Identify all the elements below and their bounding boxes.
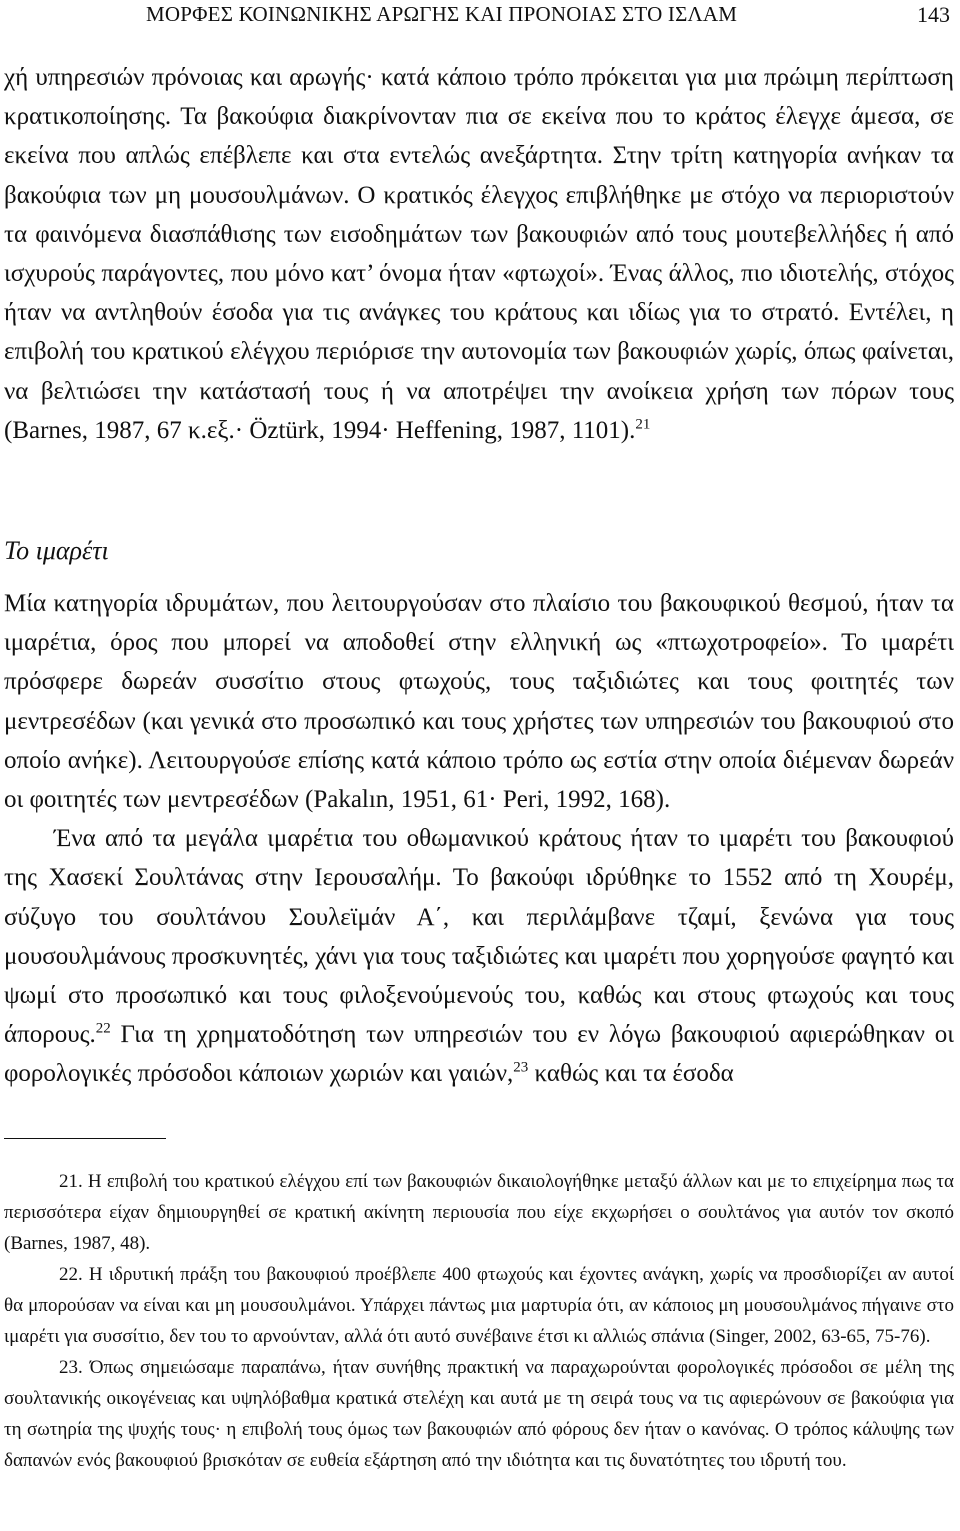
- footnote-ref-21: 21: [635, 416, 651, 433]
- body-paragraph: [4, 58, 954, 450]
- body-paragraph-text: χή υπηρεσιών πρόνοιας και αρωγής· κατά κάποιο τρόπο πρόκειται για μια πρώιμη περίπτωση κρατικοποίησης. Τα βακούφια διακρίνονταν πια σε εκείνα που το κράτος έλεγχε άμεσα, σε εκείνα που απλώς επέβλεπε και στα εντελώς ανεξάρτητα. Στην τρίτη κατηγορία ανήκαν τα βακούφια των μη μουσουλμάνων. Ο κρατικός έλεγχος επιβλήθηκε με στόχο να περιοριστούν τα φαινόμενα διασπάθισης των εισοδημάτων των βακουφιών από τους μουτεβελλήδες ή από ισχυρούς παράγοντες, που μόνο κατ’ όνομα ήταν «φτωχοί». Ένας άλλος, πιο ιδιοτελής, στόχος ήταν να αντληθούν έσοδα για τις ανάγκες του κράτους και ιδίως για το στρατό. Εντέλει, η επιβολή του κρατικού ελέγχου περιόρισε την αυτονομία των βακουφιών χωρίς, όπως φαίνεται, να βελτιώσει την κατάστασή τους ή να αποτρέψει την ανοίκεια χρήση των πόρων τους (Barnes, 1987, 67 κ.εξ.· Öztürk, 1994· Heffening, 1987, 1101).: [4, 64, 954, 444]
- section-paragraph: Μία κατηγορία ιδρυμάτων, που λειτουργούσαν στο πλαίσιο του βακουφικού θεσμού, ήταν τα ιμαρέτια, όρος που μπορεί να αποδοθεί στην ελληνική ως «πτωχοτροφείο». Το ιμαρέτι πρόσφερε δωρεάν συσσίτιο στους φτωχούς, τους ταξιδιώτες και τους φοιτητές των μεντρεσέδων (και γενικά στο προσωπικό και τους χρήστες των υπηρεσιών του βακουφιού στο οποίο ανήκε). Λειτουργούσε επίσης κατά κάποιο τρόπο ως εστία στην οποία διέμεναν δωρεάν οι φοιτητές των μεντρεσέδων (Pakalın, 1951, 61· Peri, 1992, 168).: [4, 590, 954, 814]
- footnote-ref-23: 23: [513, 1060, 529, 1077]
- section-body: [4, 584, 954, 1094]
- section-paragraph-text: καθώς και τα έσοδα: [528, 1060, 734, 1088]
- running-title: ΜΟΡΦΕΣ ΚΟΙΝΩΝΙΚΗΣ ΑΡΩΓΗΣ ΚΑΙ ΠΡΟΝΟΙΑΣ ΣΤΟ ΙΣΛΑΜ: [146, 2, 738, 26]
- section-paragraph-text: Ένα από τα μεγάλα ιμαρέτια του οθωμανικού κράτους ήταν το ιμαρέτι του βακουφιού της Χασεκί Σουλτάνας στην Ιερουσαλήμ. Το βακούφι ιδρύθηκε το 1552 από τη Χουρέμ, σύζυγο του σουλτάνου Σουλεϊμάν Α΄, και περιλάμβανε τζαμί, ξενώνα για τους μουσουλμάνους προσκυνητές, χάνι για τους ταξιδιώτες και ιμαρέτι που χορηγούσε φαγητό και ψωμί στο προσωπικό και τους φιλοξενούμενούς του, καθώς και στους φτωχούς και τους άπορους.: [4, 825, 954, 1049]
- footnote: 22. Η ιδρυτική πράξη του βακουφιού προέβλεπε 400 φτωχούς και έχοντες ανάγκη, χωρίς να προσδιορίζει αν αυτοί θα μπορούσαν να είναι και μη μουσουλμάνοι. Υπάρχει πάντως μια μαρτυρία ότι, αν κάποιος μη μουσουλμάνος πήγαινε στο ιμαρέτι για συσσίτιο, δεν του το αρνούνταν, αλλά ότι αυτό συνέβαινε έτσι κι αλλιώς σπάνια (Singer, 2002, 63-65, 75-76).: [4, 1264, 954, 1347]
- section-paragraph-text: Για τη χρηματοδότηση των υπηρεσιών του εν λόγω βακουφιού αφιερώθηκαν οι φορολογικές πρόσοδοι κάποιων χωριών και γαιών,: [4, 1021, 954, 1088]
- section-paragraph: [4, 819, 954, 1093]
- running-head: [0, 0, 960, 32]
- footnote-divider: [4, 1138, 166, 1139]
- footnote: 23. Όπως σημειώσαμε παραπάνω, ήταν συνήθης πρακτική να παραχωρούνται φορολογικές πρόσοδοι σε μέλη της σουλτανικής οικογένειας και υψηλόβαθμα κρατικά στελέχη και αυτά με τη σειρά τους να τις αφιερώνουν σε βακούφια για τη σωτηρία της ψυχής τους· η επιβολή τους όμως των βακουφιών από φόρους δεν ήταν ο κανόνας. Ο τρόπος κάλυψης των δαπανών ενός βακουφιού βρισκόταν σε ευθεία εξάρτηση από την ιδιότητα και τις δυνατότητες του ιδρυτή του.: [4, 1357, 954, 1471]
- continued-text: [4, 58, 954, 450]
- footnotes: [4, 1166, 954, 1476]
- footnote: 21. Η επιβολή του κρατικού ελέγχου επί των βακουφιών δικαιολογήθηκε μεταξύ άλλων και με το επιχείρημα πως τα περισσότερα είχαν δημιουργηθεί σε κρατική ακίνητη περιουσία που είχε εκχωρήσει ο σουλτάνος για αυτόν τον σκοπό (Barnes, 1987, 48).: [4, 1171, 954, 1254]
- footnote-ref-22: 22: [95, 1020, 111, 1037]
- section-title: Το ιμαρέτι: [4, 536, 109, 565]
- page-number: 143: [917, 2, 950, 27]
